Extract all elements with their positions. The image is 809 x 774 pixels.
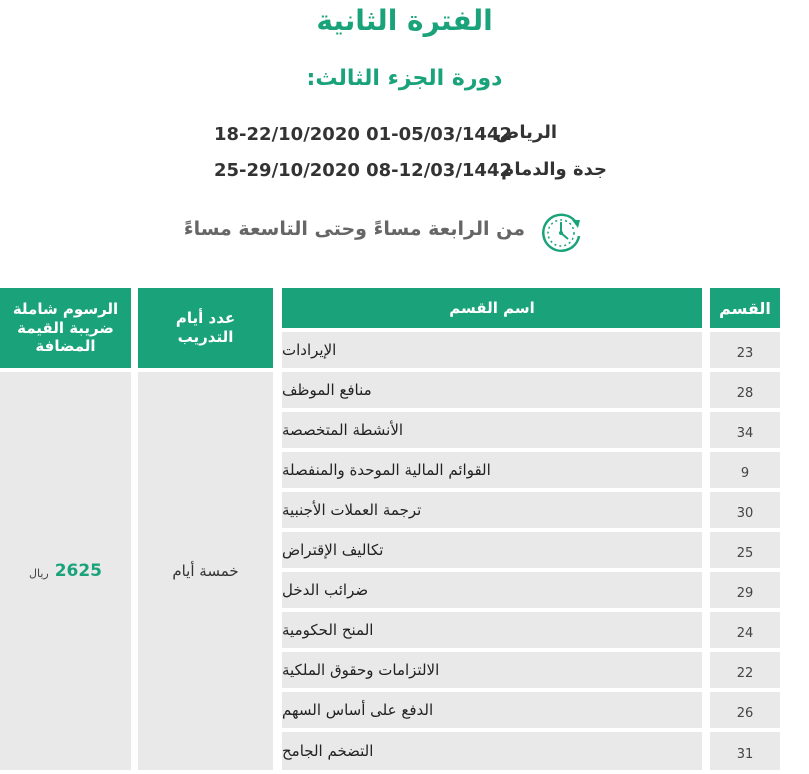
header-fees: الرسوم شاملة ضريبة القيمة المضافة: [0, 288, 131, 368]
row-number: 30: [710, 492, 780, 528]
row-number: 29: [710, 572, 780, 608]
row-number: 23: [710, 332, 780, 368]
course-title: دورة الجزء الثالث:: [306, 66, 503, 91]
row-section-name: الدفع على أساس السهم: [282, 692, 702, 728]
row-section-name: التضخم الجامح: [282, 732, 702, 770]
location-city: الرياض: [495, 122, 557, 143]
row-section-name: تكاليف الإقتراض: [282, 532, 702, 568]
location-dates: 25-29/10/2020 08-12/03/1442: [214, 160, 512, 181]
location-city: جدة والدمام: [501, 159, 607, 180]
row-section-name: ترجمة العملات الأجنبية: [282, 492, 702, 528]
training-days-cell: [138, 372, 273, 770]
header-section: القسم: [710, 288, 780, 328]
row-section-name: المنح الحكومية: [282, 612, 702, 648]
fee-cell: [0, 372, 131, 770]
period-title: الفترة الثانية: [316, 4, 493, 37]
training-days-value: خمسة أيام: [172, 562, 239, 580]
row-section-name: الأنشطة المتخصصة: [282, 412, 702, 448]
clock-icon: [536, 208, 586, 258]
row-number: 24: [710, 612, 780, 648]
row-section-name: منافع الموظف: [282, 372, 702, 408]
row-number: 25: [710, 532, 780, 568]
header-training-days: عدد أيام التدريب: [138, 288, 273, 368]
row-number: 34: [710, 412, 780, 448]
fee-currency: ريال: [28, 566, 49, 580]
row-number: 31: [710, 732, 780, 770]
row-number: 26: [710, 692, 780, 728]
row-section-name: القوائم المالية الموحدة والمنفصلة: [282, 452, 702, 488]
fee-amount: 2625: [54, 561, 103, 581]
schedule-time: من الرابعة مساءً وحتى التاسعة مساءً: [183, 218, 525, 240]
row-number: 9: [710, 452, 780, 488]
row-section-name: الالتزامات وحقوق الملكية: [282, 652, 702, 688]
location-dates: 18-22/10/2020 01-05/03/1442: [214, 124, 512, 145]
row-section-name: ضرائب الدخل: [282, 572, 702, 608]
row-section-name: الإيرادات: [282, 332, 702, 368]
row-number: 28: [710, 372, 780, 408]
header-section-name: اسم القسم: [282, 288, 702, 328]
row-number: 22: [710, 652, 780, 688]
